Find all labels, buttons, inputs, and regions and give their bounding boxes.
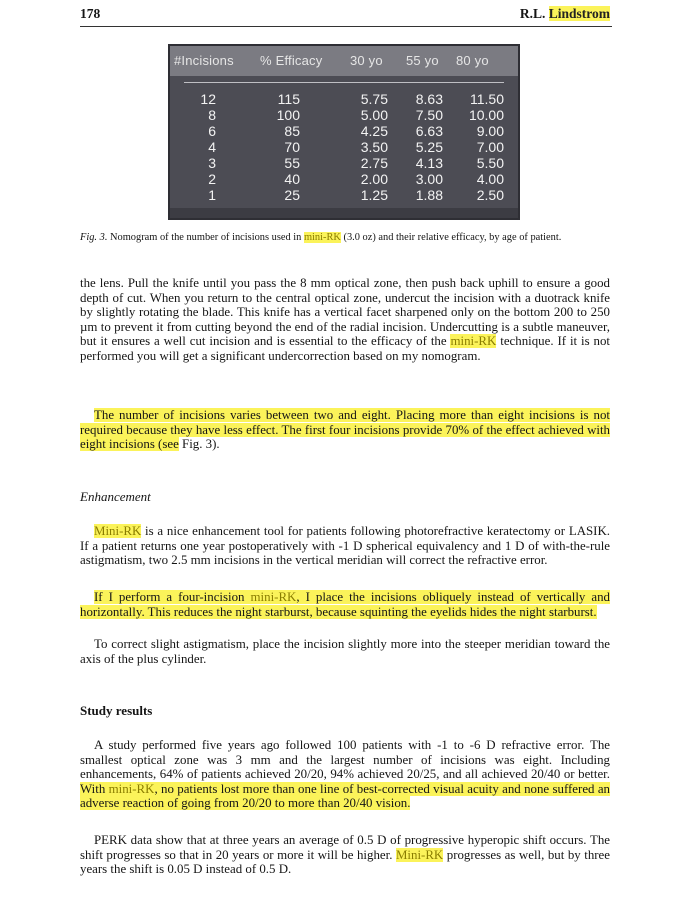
cell: 5.75 (360, 91, 388, 107)
header-incisions: #Incisions (174, 53, 234, 68)
cell: 1 (208, 187, 216, 203)
text-run: A study performed five years ago followed 100 patients with -1 to -6 D refractive error. The smallest optical zone was 3 mm and the largest number of incisions was eight. Including enhancements, 64% of patients achieved 20/20, 94% achieved 20/25, and all achieved 20/40 or better. (80, 738, 610, 782)
cell: 3 (208, 155, 216, 171)
running-author (520, 6, 610, 22)
cell: 2 (208, 171, 216, 187)
cell: 55 (284, 155, 300, 171)
section-heading-enhancement: Enhancement (80, 489, 151, 504)
caption-mini-rk: mini-RK (303, 232, 341, 243)
page-number: 178 (80, 6, 101, 21)
column-efficacy (270, 91, 300, 203)
mini-rk-term: mini-RK (450, 334, 497, 349)
highlighted-text: , no patients lost more than one line of best-corrected visual acuity and none suffered an adverse reaction of going from 20/20 to more than 20/40 vision. (80, 781, 610, 811)
page-header (80, 6, 610, 28)
cell: 4.25 (360, 123, 388, 139)
paragraph-study (80, 738, 610, 811)
cell: 2.00 (360, 171, 388, 187)
cell: 115 (277, 91, 300, 107)
paragraph-technique (80, 276, 610, 363)
text-run: is a nice enhancement tool for patients following photorefractive keratectomy or LASIK. If a patient returns one year postoperatively with -1 D spherical equivalency and 1 D of with-the-rule astigmatism, two 2.5 mm incisions in the vertical meridian will correct the refractive error. (80, 524, 610, 568)
cell: 11.50 (470, 91, 504, 107)
header-rule (80, 26, 612, 27)
cell: 9.00 (476, 123, 504, 139)
header-55yo: 55 yo (406, 53, 439, 68)
highlighted-text: , I place the incisions obliquely instead of vertically and horizontally. This reduces the night starburst, because squinting the eyelids hides the night starburst. (80, 590, 610, 619)
header-80yo: 80 yo (456, 53, 489, 68)
header-30yo: 30 yo (350, 53, 383, 68)
cell: 1.88 (415, 187, 443, 203)
column-80yo (460, 91, 504, 203)
mini-rk-term: Mini-RK (94, 524, 142, 538)
cell: 3.50 (360, 139, 388, 155)
cell: 1.25 (360, 187, 388, 203)
cell: 3.00 (415, 171, 443, 187)
caption-text-after: (3.0 oz) and their relative efficacy, by age of patient. (340, 232, 562, 243)
cell: 85 (284, 123, 300, 139)
mini-rk-term: mini-RK (108, 781, 155, 796)
text-run: progresses as well, but by three years the shift is 0.05 D instead of 0.5 D. (80, 847, 611, 877)
cell: 40 (284, 171, 300, 187)
highlighted-text: With (80, 781, 109, 796)
author-highlight: Lindstrom (548, 6, 610, 21)
cell: 5.00 (360, 107, 388, 123)
cell: 8.63 (415, 91, 443, 107)
caption-text-before: Nomogram of the number of incisions used in (107, 232, 304, 243)
cell: 100 (276, 107, 300, 123)
column-incisions (192, 91, 216, 203)
cell: 7.50 (415, 107, 443, 123)
text-run: Fig. 3). (178, 437, 220, 452)
text-run: PERK data show that at three years an average of 0.5 D of progressive hyperopic shift occurs. The shift progresses so that in 20 years or more it will be higher. (80, 833, 610, 862)
cell: 70 (284, 139, 300, 155)
mini-rk-term: Mini-RK (395, 847, 444, 862)
cell: 5.50 (476, 155, 504, 171)
figure-bottom-shade (170, 208, 518, 218)
cell: 6 (208, 123, 216, 139)
section-heading-study-results: Study results (80, 703, 153, 718)
cell: 2.50 (476, 187, 504, 203)
paragraph-astigmatism: To correct slight astigmatism, place the incision slightly more into the steeper meridian toward the axis of the plus cylinder. (80, 637, 610, 666)
cell: 4 (208, 139, 216, 155)
highlighted-text: The number of incisions varies between two and eight. Placing more than eight incisions is not required because they have less effect. The first four incisions provide 70% of the effect achieved with eight incisions (see (80, 408, 610, 452)
cell: 10.00 (468, 107, 504, 123)
cell: 12 (200, 91, 216, 107)
column-30yo (352, 91, 388, 203)
cell: 25 (284, 187, 300, 203)
caption-label: Fig. 3. (80, 232, 108, 243)
cell: 5.25 (415, 139, 443, 155)
column-55yo (407, 91, 443, 203)
mini-rk-term: mini-RK (250, 590, 297, 604)
cell: 6.63 (415, 123, 443, 139)
text-run: the lens. Pull the knife until you pass the 8 mm optical zone, then push back uphill to ensure a good depth of cut. When you return to the central optical zone, undercut the incision with a duotrack knife by slightly rotating the blade. This knife has a vertical facet sharpened only on the bottom 200 to 250 µm to prevent it from cutting beyond the end of the radial incision. Undercutting is a subtle maneuver, but it ensures a well cut incision and is essential to the efficacy of the (80, 276, 610, 349)
figure-caption (80, 231, 610, 245)
highlighted-text: If I perform a four-incision (94, 590, 251, 604)
figure-header-divider (184, 82, 504, 83)
cell: 2.75 (360, 155, 388, 171)
paragraph-enhancement (80, 524, 610, 568)
paragraph-starburst (80, 590, 610, 619)
cell: 4.00 (476, 171, 504, 187)
paragraph-incision-count (80, 408, 610, 452)
text-run: technique. If it is not performed you will get a significant undercorrection based on my nomogram. (80, 334, 611, 363)
paragraph-perk (80, 833, 610, 877)
cell: 8 (208, 107, 216, 123)
author-prefix: R.L. (519, 6, 549, 21)
cell: 7.00 (476, 139, 504, 155)
header-efficacy: % Efficacy (260, 53, 323, 68)
cell: 4.13 (415, 155, 443, 171)
nomogram-figure (168, 44, 520, 220)
